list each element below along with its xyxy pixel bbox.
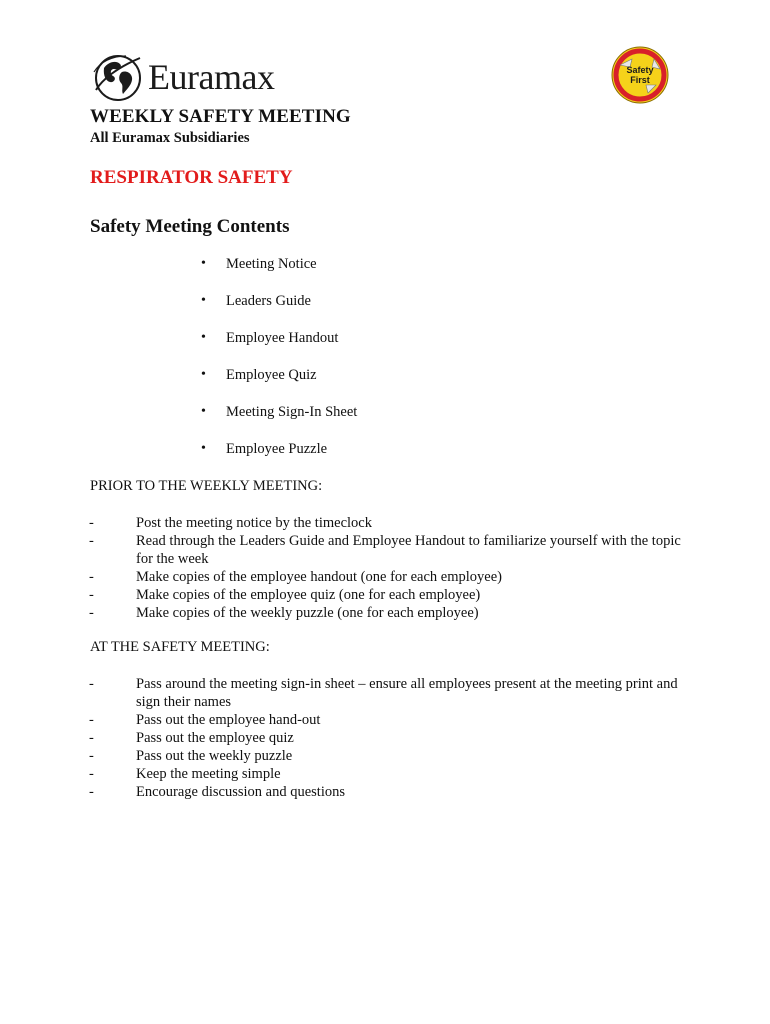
dash-marker: - [89, 766, 94, 782]
list-item-label: Meeting Notice [226, 256, 317, 272]
dash-marker: - [89, 730, 94, 746]
list-item [0, 729, 770, 747]
list-item-label: Pass out the weekly puzzle [136, 748, 293, 764]
list-item [0, 765, 770, 783]
list-item [0, 330, 500, 352]
bullet-icon: • [201, 367, 206, 382]
dash-marker: - [89, 533, 94, 549]
euramax-logo [90, 50, 295, 105]
bullet-icon: • [201, 256, 206, 271]
list-item-label: Meeting Sign-In Sheet [226, 404, 358, 420]
list-item-label: Employee Handout [226, 330, 339, 346]
bullet-icon: • [201, 404, 206, 419]
list-item [0, 675, 770, 711]
dash-marker: - [89, 784, 94, 800]
dash-marker: - [89, 515, 94, 531]
list-item [0, 711, 770, 729]
meeting-heading: AT THE SAFETY MEETING: [90, 639, 270, 655]
list-item-label: Pass around the meeting sign-in sheet – ensure all employees present at the meeting print and sign their names [136, 676, 678, 710]
list-item [0, 604, 770, 622]
list-item-label: Keep the meeting simple [136, 766, 281, 782]
list-item [0, 532, 770, 568]
list-item [0, 747, 770, 765]
dash-marker: - [89, 569, 94, 585]
dash-marker: - [89, 587, 94, 603]
list-item-label: Read through the Leaders Guide and Employee Handout to familiarize yourself with the topic for the week [136, 533, 681, 567]
list-item [0, 514, 770, 532]
badge-text-safety: Safety [626, 65, 654, 75]
dash-marker: - [89, 748, 94, 764]
document-subtitle: All Euramax Subsidiaries [90, 130, 250, 146]
topic-heading: RESPIRATOR SAFETY [90, 167, 293, 188]
dash-marker: - [89, 712, 94, 728]
list-item-label: Make copies of the employee handout (one for each employee) [136, 569, 502, 585]
list-item [0, 783, 770, 801]
document-title: WEEKLY SAFETY MEETING [90, 106, 351, 127]
contents-heading: Safety Meeting Contents [90, 216, 290, 237]
badge-text-first: First [630, 75, 650, 85]
bullet-icon: • [201, 293, 206, 308]
list-item [0, 367, 500, 389]
globe-icon [90, 50, 146, 105]
prior-list [0, 514, 770, 622]
bullet-icon: • [201, 330, 206, 345]
list-item-label: Pass out the employee quiz [136, 730, 294, 746]
list-item-label: Make copies of the employee quiz (one for each employee) [136, 587, 481, 603]
list-item [0, 586, 770, 604]
logo-wordmark: Euramax [148, 57, 275, 97]
list-item-label: Employee Quiz [226, 367, 317, 383]
list-item [0, 404, 500, 426]
safety-first-badge [610, 45, 670, 105]
list-item-label: Post the meeting notice by the timeclock [136, 515, 372, 531]
prior-heading: PRIOR TO THE WEEKLY MEETING: [90, 478, 323, 494]
list-item-label: Pass out the employee hand-out [136, 712, 321, 728]
bullet-icon: • [201, 441, 206, 456]
list-item-label: Make copies of the weekly puzzle (one for each employee) [136, 605, 479, 621]
list-item [0, 441, 500, 463]
list-item-label: Encourage discussion and questions [136, 784, 346, 800]
list-item [0, 293, 500, 315]
list-item [0, 568, 770, 586]
dash-marker: - [89, 605, 94, 621]
list-item-label: Employee Puzzle [226, 441, 328, 457]
list-item-label: Leaders Guide [226, 293, 311, 309]
meeting-list [0, 675, 770, 801]
dash-marker: - [89, 676, 94, 692]
list-item [0, 256, 500, 278]
